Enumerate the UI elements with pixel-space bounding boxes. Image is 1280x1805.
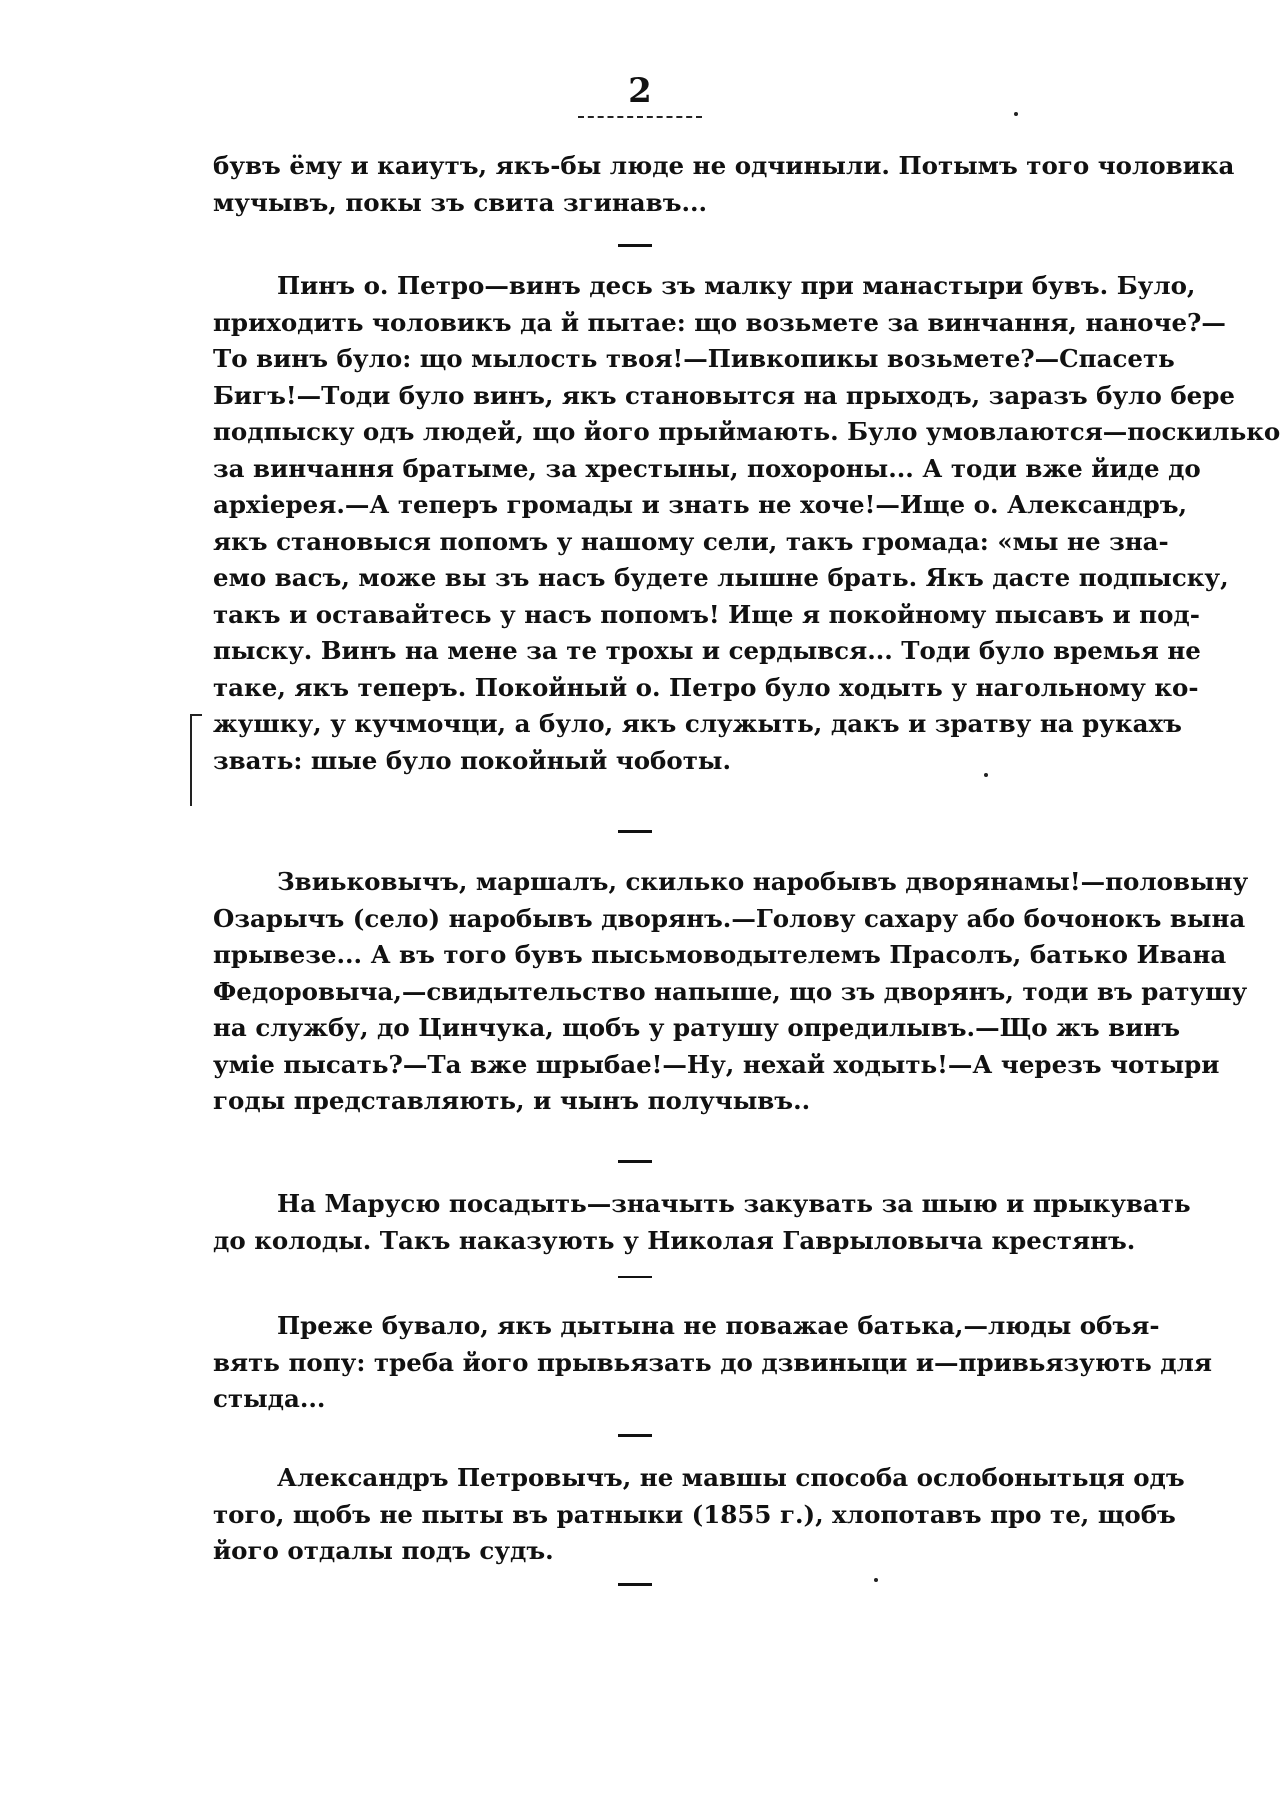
text-line: вять попу: треба його прывьязать до дзвиныци и—привьязують для bbox=[213, 1347, 1212, 1377]
text-line: стыда... bbox=[213, 1384, 326, 1413]
text-line: Пинъ о. Петро—винъ десь зъ малку при манастыри бувъ. Було, bbox=[277, 271, 1196, 300]
section-separator bbox=[618, 1276, 652, 1278]
text-line: такъ и оставайтесь у насъ попомъ! Ище я покойному пысавъ и под- bbox=[213, 599, 1200, 629]
text-line: до колоды. Такъ наказують у Николая Гаврыловыча крестянъ. bbox=[213, 1225, 1136, 1255]
section-separator bbox=[618, 1160, 652, 1163]
text-line: архіерея.—А теперъ громады и знать не хоче!—Ище о. Александръ, bbox=[213, 490, 1188, 519]
margin-pencil-mark bbox=[190, 714, 202, 806]
text-line: якъ становыся попомъ у нашому сели, такъ громада: «мы не зна- bbox=[213, 526, 1169, 556]
paragraph-1 bbox=[213, 148, 1235, 221]
text-line: Озарычъ (село) наробывъ дворянъ.—Голову сахару або бочонокъ вына bbox=[213, 903, 1246, 933]
scan-speck bbox=[984, 773, 988, 777]
text-line: Бигъ!—Тоди було винъ, якъ становытся на прыходъ, заразъ було бере bbox=[213, 380, 1235, 410]
text-line: годы представляють, и чынъ получывъ.. bbox=[213, 1086, 811, 1115]
text-line: за винчання братыме, за хрестыны, похороны... А тоди вже йиде до bbox=[213, 453, 1201, 483]
text-line: Звиьковычъ, маршалъ, скилько наробывъ дворянамы!—половыну bbox=[277, 867, 1249, 896]
paragraph-3 bbox=[213, 864, 1249, 1120]
text-line: звать: шые було покойный чоботы. bbox=[213, 745, 731, 775]
text-line: Преже бувало, якъ дытына не поважае батька,—люды объя- bbox=[277, 1311, 1160, 1340]
scan-speck bbox=[874, 1578, 878, 1582]
paragraph-2 bbox=[213, 268, 1280, 779]
paragraph-5 bbox=[213, 1308, 1212, 1418]
text-line: емо васъ, може вы зъ насъ будете лышне брать. Якъ дасте подпыску, bbox=[213, 563, 1229, 592]
text-line: Федоровыча,—свидытельство напыше, що зъ дворянъ, тоди въ ратушу bbox=[213, 976, 1248, 1006]
text-line: мучывъ, покы зъ свита згинавъ... bbox=[213, 187, 708, 217]
header-rule bbox=[578, 116, 702, 118]
text-line: Александръ Петровычъ, не мавшы способа ослобонытьця одъ bbox=[277, 1463, 1185, 1492]
text-line: подпыску одъ людей, що його прыймають. Було умовлаются—поскилько bbox=[213, 417, 1280, 446]
text-line: прывезе... А въ того бувъ пысьмоводытелемъ Прасолъ, батько Ивана bbox=[213, 940, 1227, 969]
text-line: таке, якъ теперъ. Покойный о. Петро було ходыть у нагольному ко- bbox=[213, 672, 1199, 702]
page-number: 2 bbox=[628, 71, 652, 111]
text-line: на службу, до Цинчука, щобъ у ратушу опредилывъ.—Що жъ винъ bbox=[213, 1013, 1181, 1042]
text-line: його отдалы подъ судъ. bbox=[213, 1536, 554, 1565]
text-line: приходить чоловикъ да й пытае: що возьмете за винчання, наноче?— bbox=[213, 307, 1226, 337]
text-line: бувъ ёму и каиутъ, якъ-бы люде не одчиныли. Потымъ того чоловика bbox=[213, 151, 1235, 180]
text-line: жушку, у кучмочци, а було, якъ служыть, дакъ и зратву на рукахъ bbox=[213, 709, 1182, 738]
section-separator bbox=[618, 830, 652, 833]
text-line: То винъ було: що мылость твоя!—Пивкопикы возьмете?—Спасеть bbox=[213, 344, 1175, 373]
text-line: уміе пысать?—Та вже шрыбае!—Ну, нехай ходыть!—А черезъ чотыри bbox=[213, 1049, 1220, 1079]
paragraph-4 bbox=[213, 1186, 1191, 1259]
section-separator bbox=[618, 1583, 652, 1586]
scan-speck bbox=[1014, 112, 1018, 116]
section-separator bbox=[618, 244, 652, 247]
paragraph-6 bbox=[213, 1460, 1185, 1570]
text-line: пыску. Винъ на мене за те трохы и сердывся... Тоди було времья не bbox=[213, 636, 1201, 665]
section-separator bbox=[618, 1434, 652, 1437]
text-line: того, щобъ не пыты въ ратныки (1855 г.), хлопотавъ про те, щобъ bbox=[213, 1499, 1176, 1529]
text-line: На Марусю посадыть—значыть закувать за шыю и прыкувать bbox=[277, 1189, 1191, 1218]
